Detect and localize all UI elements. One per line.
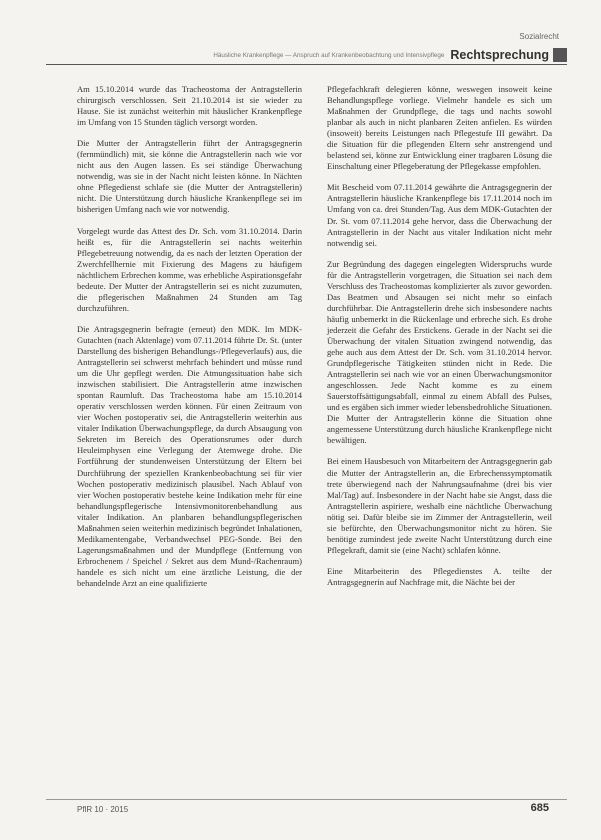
footer-divider [46, 799, 567, 800]
right-column [327, 84, 552, 796]
paragraph: Eine Mitarbeiterin des Pflegedienstes A. teilte der Antragsgegnerin auf Nachfrage mit, die Nächte bei der [327, 565, 552, 587]
page-number: 685 [530, 802, 549, 814]
journal-reference: PflR 10 · 2015 [77, 805, 129, 814]
header-subtitle: Häusliche Krankenpflege — Anspruch auf Krankenbeobachtung und Intensivpflege [213, 51, 445, 59]
header-marker [553, 48, 567, 62]
paragraph: Die Antragsgegnerin befragte (erneut) den MDK. Im MDK-Gutachten (nach Aktenlage) vom 07.11.2014 führte Dr. St. (unter Darstellung des bisherigen Behandlungs-/Pflegeverlaufs) aus, die Antragstellerin sei schwerst mehrfach behindert und müsse rund um die Uhr gepflegt werden. Die Atmungssituation habe sich inzwischen stabilisiert. Die Antragstellerin atme inzwischen spontan Raumluft. Das Tracheostoma habe am 15.10.2014 operativ verschlossen werden können. Für einen Zeitraum von vier Wochen postoperativ sei, die Antragstellerin weiterhin aus vitaler Indikation Überwachungspflege, da durch Absaugung von Sekreten im Bereich des Operationsrumes oder durch Heuleimphysen eine Verlegung der Atemwege drohe. Die Fortführung der stundenweisen Unterstützung der Eltern bei Durchführung der speziellen Krankenbeobachtung sei für vier Wochen postoperativ medizinisch plausibel. Nach Ablauf von vier Wochen postoperativ bestehe keine Indikation mehr für eine behandlungspflegerische Intensivmonitorenbehandlung aus vitaler Indikation. An planbaren behandlungspflegerischen Maßnahmen seien weiterhin medizinisch begründet Inhalationen, Medikamentengabe, Verbandwechsel PEG-Sonde. Bei den Lagerungsmaßnahmen und der Mundpflege (Entfernung von Erbrochenem / Speichel / Sekret aus dem Mund-/Rachenraum) handele es sich nicht um eine ärztliche Leistung, die der behandelnde Arzt an eine qualifizierte [77, 323, 302, 588]
header-title: Rechtsprechung [450, 48, 549, 62]
paragraph: Mit Bescheid vom 07.11.2014 gewährte die Antragsgegnerin der Antragstellerin häusliche Krankenpflege bis 17.11.2014 noch im Umfang von ca. drei Stunden/Tag. Aus dem MDK-Gutachten der Dr. St. vom 07.11.2014 gehe hervor, dass die Überwachung der Antragstellerin in der Nacht aus vitaler Indikation nicht mehr notwendig sei. [327, 182, 552, 248]
paragraph: Pflegefachkraft delegieren könne, weswegen insoweit keine Behandlungspflege vorliege. Vielmehr handele es sich um Maßnahmen der Grundpflege, die tags und nachts sowohl planbar als auch in nicht planbaren Zeiten anfielen. Es würden (insoweit) bereits Leistungen nach Pflegestufe III gewährt. Da die Situation für die pflegenden Eltern sehr anstrengend und belastend sei, könne zur Entwicklung einer tragbaren Lösung die Einschaltung einer Pflegeberatung der Pflegekasse empfohlen. [327, 84, 552, 172]
paragraph: Zur Begründung des dagegen eingelegten Widerspruchs wurde für die Antragstellerin vorgetragen, die Situation sei nach dem Verschluss des Tracheostomas komplizierter als zuvor geworden. Das Beatmen und Absaugen sei nicht mehr so einfach durchführbar. Die Antragstellerin drehe sich insbesondere nachts häufig unbemerkt in die Rückenlage und erbreche sich. Es drohe jederzeit die Gefahr des Erstickens. Gerade in der Nacht sei die Überwachung der vitalen Situation zwingend notwendig, das gehe auch aus dem Attest der Dr. Sch. vom 31.10.2014 hervor. Grundpflegerische Tätigkeiten stünden nicht in Rede. Die Antragstellerin sei nach wie vor an einen Überwachungsmonitor angeschlossen. Jede Nacht komme es zu einem Sauerstoffsättigungsabfall, einmal zu einem Abfall des Pulses, und es ergäben sich immer wieder lebensbedrohliche Situationen. Die Mutter der Antragstellerin könne die Situation ohne angemessene Unterstützung durch häusliche Krankenpflege nicht bewältigen. [327, 258, 552, 446]
running-header [46, 46, 567, 65]
paragraph: Vorgelegt wurde das Attest des Dr. Sch. vom 31.10.2014. Darin heißt es, für die Antragstellerin sei nachts weiterhin Pflegebetreuung notwendig, da es nach der letzten Operation der Zwerchfellhernie mit Fixierung des Magens zu häufigem nächtlichem Erbrechen komme, was erhebliche Aspirationsgefahr bedeute. Der Mutter der Antragstellerin sei es nicht zuzumuten, die pflegerischen Maßnahmen 24 Stunden am Tag durchzuführen. [77, 225, 302, 313]
paragraph: Bei einem Hausbesuch von Mitarbeitern der Antragsgegnerin gab die Mutter der Antragstellerin an, die Erbrechenssymptomatik trete überwiegend nach der Nahrungsaufnahme (drei bis vier Mal/Tag) auf. Insbesondere in der Nacht habe sie Angst, dass die Antragstellerin aspiriere, weshalb eine nächtliche Überwachung nötig sei. Dafür bleibe sie im Zimmer der Antragstellerin, weil sie befürchte, den Überwachungsmonitor nicht zu hören. Sie benötige zumindest jede zweite Nacht Unterstützung durch eine Pflegekraft, damit sie (eine Nacht) schlafen könne. [327, 456, 552, 555]
paragraph: Die Mutter der Antragstellerin führt der Antragsgegnerin (fernmündlich) mit, sie könne die Antragstellerin nach wie vor nicht aus den Augen lassen. Es sei ständige Überwachung notwendig, was sie in der Nacht nicht leisten könne. In Nächten ohne Pflegedienst schlafe sie (die Mutter der Antragstellerin) nicht. Die Unterstützung durch häusliche Krankenpflege sei im bisherigen Umfang nach wie vor notwendig. [77, 138, 302, 215]
left-column [77, 84, 302, 796]
section-label: Sozialrecht [519, 32, 559, 41]
text-columns [77, 84, 552, 796]
paragraph: Am 15.10.2014 wurde das Tracheostoma der Antragstellerin chirurgisch verschlossen. Seit 21.10.2014 ist sie wieder zu Hause. Sie ist zunächst weiterhin mit häuslicher Krankenpflege im Umfang von 15 Stunden täglich versorgt worden. [77, 84, 302, 128]
